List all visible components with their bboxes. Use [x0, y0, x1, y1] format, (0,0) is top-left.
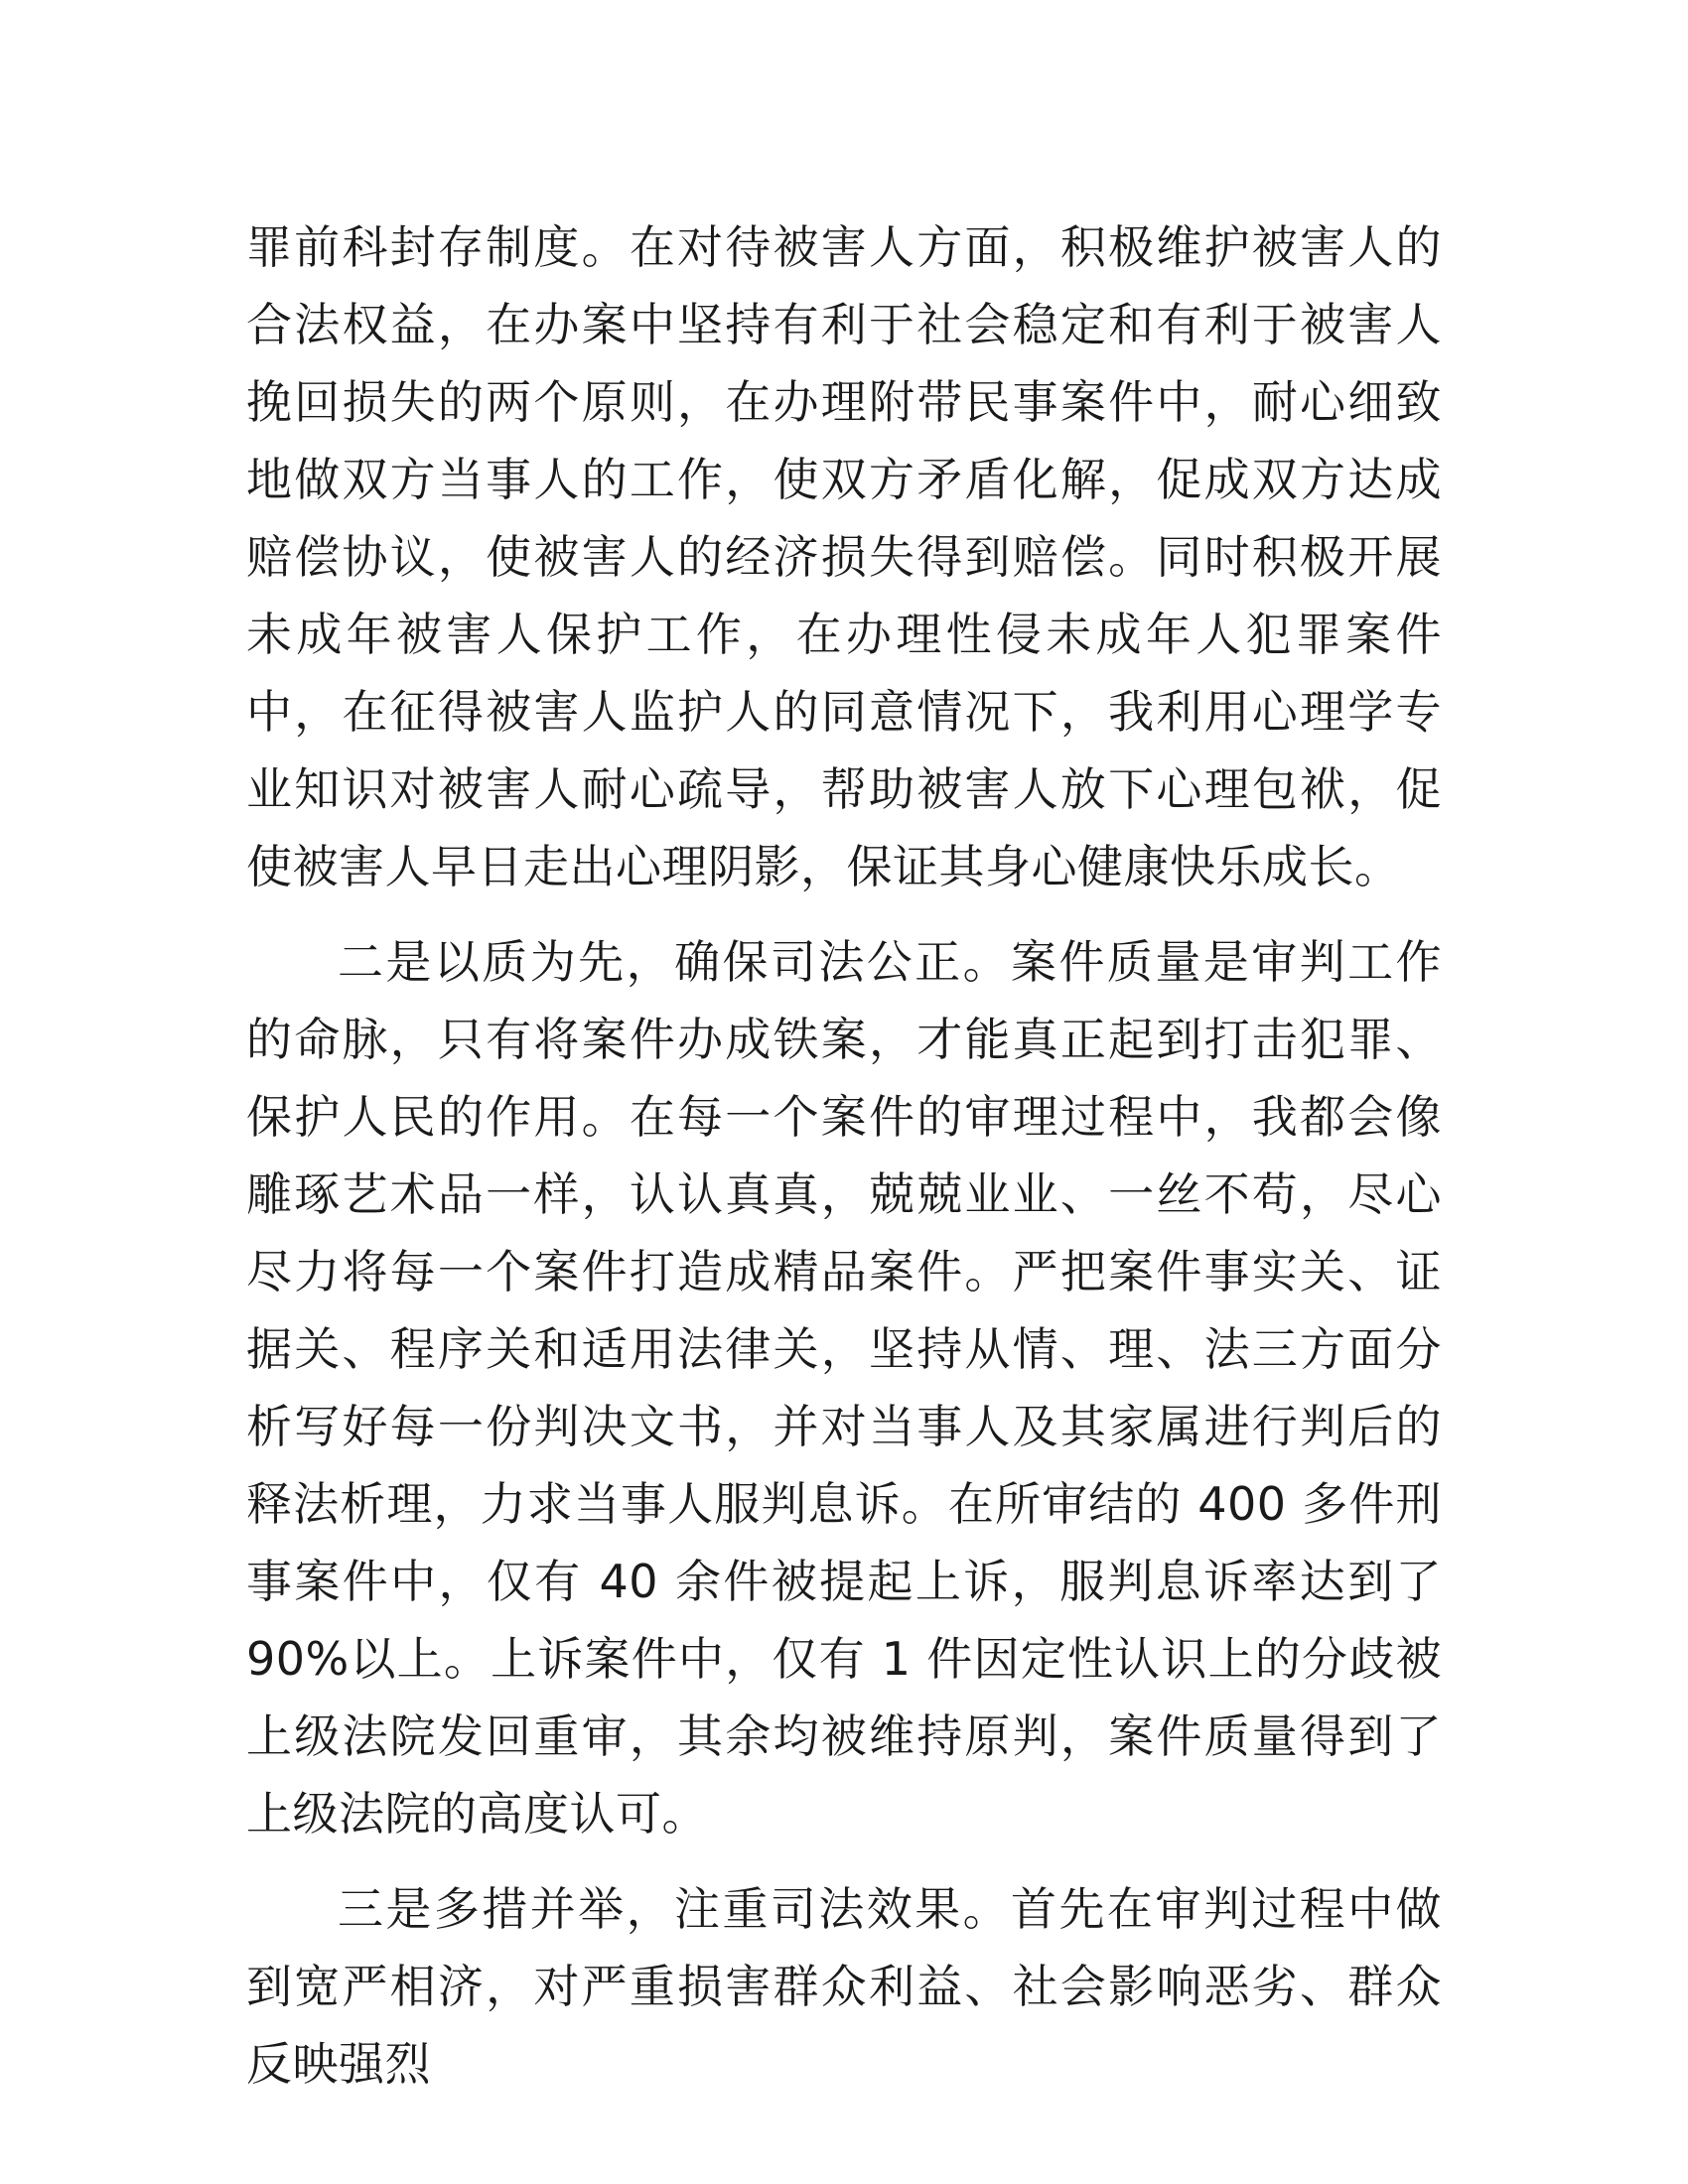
- document-body: [246, 208, 1442, 2103]
- paragraph-quality-first: 二是以质为先，确保司法公正。案件质量是审判工作的命脉，只有将案件办成铁案，才能真正起到打击犯罪、保护人民的作用。在每一个案件的审理过程中，我都会像雕琢艺术品一样，认认真真，兢兢业业、一丝不苟，尽心尽力将每一个案件打造成精品案件。严把案件事实关、证据关、程序关和适用法律关，坚持从情、理、法三方面分析写好每一份判决文书，并对当事人及其家属进行判后的释法析理，力求当事人服判息诉。在所审结的 400 多件刑事案件中，仅有 40 余件被提起上诉，服判息诉率达到了 90%以上。上诉案件中，仅有 1 件因定性认识上的分歧被上级法院发回重审，其余均被维持原判，案件质量得到了上级法院的高度认可。: [246, 935, 1442, 1841]
- paragraph-judicial-effect: 三是多措并举，注重司法效果。首先在审判过程中做到宽严相济，对严重损害群众利益、社会影响恶劣、群众反映强烈: [246, 1882, 1442, 2091]
- paragraph-continuation: 罪前科封存制度。在对待被害人方面，积极维护被害人的合法权益，在办案中坚持有利于社会稳定和有利于被害人挽回损失的两个原则，在办理附带民事案件中，耐心细致地做双方当事人的工作，使双方矛盾化解，促成双方达成赔偿协议，使被害人的经济损失得到赔偿。同时积极开展未成年被害人保护工作，在办理性侵未成年人犯罪案件中，在征得被害人监护人的同意情况下，我利用心理学专业知识对被害人耐心疏导，帮助被害人放下心理包袱，促使被害人早日走出心理阴影，保证其身心健康快乐成长。: [246, 220, 1442, 893]
